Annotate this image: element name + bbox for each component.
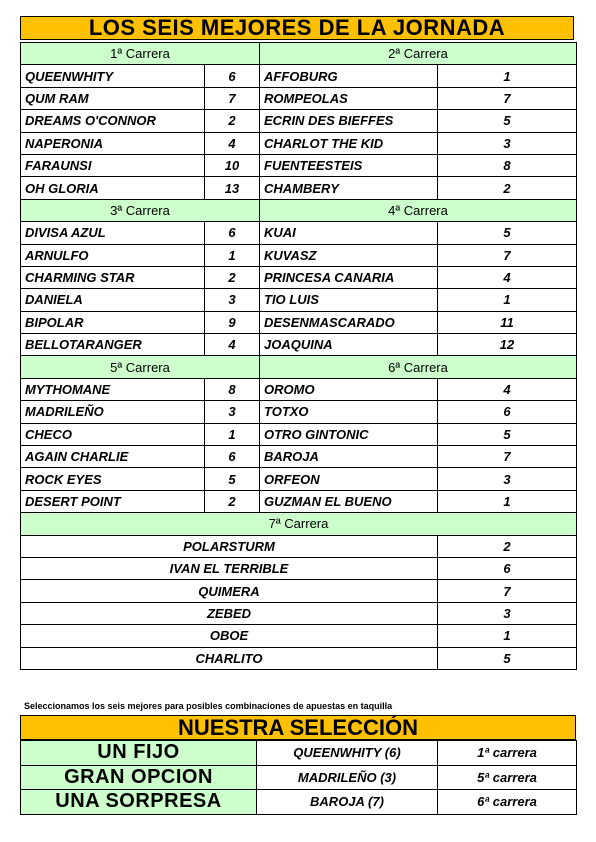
horse-name: ROCK EYES: [21, 468, 205, 490]
horse-number: 2: [438, 535, 577, 557]
horse-name: TIO LUIS: [260, 289, 438, 311]
table-row: [21, 378, 577, 400]
horse-name: MADRILEÑO: [21, 401, 205, 423]
race-header-row: [21, 513, 577, 535]
horse-name: NAPERONIA: [21, 132, 205, 154]
horse-name: ZEBED: [21, 602, 438, 624]
horse-name: ARNULFO: [21, 244, 205, 266]
horse-number: 3: [438, 602, 577, 624]
horse-name: CHECO: [21, 423, 205, 445]
horse-number: 10: [205, 154, 260, 176]
horse-name: DIVISA AZUL: [21, 222, 205, 244]
selection-row: [21, 741, 577, 766]
table-row: [21, 244, 577, 266]
horse-number: 1: [438, 289, 577, 311]
race-header: 2ª Carrera: [260, 43, 577, 65]
horse-number: 3: [205, 401, 260, 423]
horse-number: 2: [205, 266, 260, 288]
race-header: 4ª Carrera: [260, 199, 577, 221]
horse-name: OBOE: [21, 625, 438, 647]
selection-label: UN FIJO: [21, 741, 257, 766]
horse-name: QUM RAM: [21, 87, 205, 109]
horse-name: DANIELA: [21, 289, 205, 311]
table-row: [21, 580, 577, 602]
horse-number: 8: [438, 154, 577, 176]
horse-name: PRINCESA CANARIA: [260, 266, 438, 288]
race-header-row: [21, 43, 577, 65]
selection-pick: MADRILEÑO (3): [257, 765, 438, 790]
horse-number: 2: [205, 110, 260, 132]
race-header-row: [21, 199, 577, 221]
table-row: [21, 557, 577, 579]
table-row: [21, 311, 577, 333]
table-row: [21, 65, 577, 87]
selection-pick: QUEENWHITY (6): [257, 741, 438, 766]
selection-row: [21, 790, 577, 815]
horse-name: AFFOBURG: [260, 65, 438, 87]
horse-name: CHAMBERY: [260, 177, 438, 199]
table-row: [21, 468, 577, 490]
horse-name: ORFEON: [260, 468, 438, 490]
horse-name: POLARSTURM: [21, 535, 438, 557]
table-row: [21, 647, 577, 669]
table-row: [21, 535, 577, 557]
horse-number: 5: [205, 468, 260, 490]
table-row: [21, 289, 577, 311]
horse-name: CHARMING STAR: [21, 266, 205, 288]
horse-name: QUEENWHITY: [21, 65, 205, 87]
horse-number: 1: [438, 65, 577, 87]
table-row: [21, 222, 577, 244]
race-header: 7ª Carrera: [21, 513, 577, 535]
horse-name: CHARLITO: [21, 647, 438, 669]
horse-number: 7: [438, 87, 577, 109]
table-row: [21, 446, 577, 468]
race-header: 6ª Carrera: [260, 356, 577, 378]
table-row: [21, 132, 577, 154]
horse-name: BELLOTARANGER: [21, 334, 205, 356]
horse-name: MYTHOMANE: [21, 378, 205, 400]
horse-number: 4: [438, 266, 577, 288]
horse-number: 9: [205, 311, 260, 333]
race-header-row: [21, 356, 577, 378]
horse-number: 6: [205, 446, 260, 468]
table-row: [21, 602, 577, 624]
table-row: [21, 334, 577, 356]
horse-number: 1: [205, 423, 260, 445]
horse-number: 5: [438, 423, 577, 445]
horse-name: CHARLOT THE KID: [260, 132, 438, 154]
horse-number: 3: [438, 468, 577, 490]
selection-race: 6ª carrera: [438, 790, 577, 815]
page-title: LOS SEIS MEJORES DE LA JORNADA: [20, 16, 574, 40]
horse-number: 5: [438, 647, 577, 669]
table-row: [21, 87, 577, 109]
horse-name: DESENMASCARADO: [260, 311, 438, 333]
selection-race: 5ª carrera: [438, 765, 577, 790]
horse-name: OROMO: [260, 378, 438, 400]
selection-title: NUESTRA SELECCIÓN: [20, 715, 576, 740]
horse-name: BAROJA: [260, 446, 438, 468]
horse-name: GUZMAN EL BUENO: [260, 490, 438, 512]
table-row: [21, 625, 577, 647]
horse-name: FUENTEESTEIS: [260, 154, 438, 176]
table-row: [21, 110, 577, 132]
selection-label: GRAN OPCION: [21, 765, 257, 790]
races-table: [20, 42, 577, 670]
horse-number: 8: [205, 378, 260, 400]
horse-number: 3: [205, 289, 260, 311]
horse-name: AGAIN CHARLIE: [21, 446, 205, 468]
horse-number: 2: [205, 490, 260, 512]
selection-pick: BAROJA (7): [257, 790, 438, 815]
horse-number: 3: [438, 132, 577, 154]
horse-number: 11: [438, 311, 577, 333]
horse-name: ROMPEOLAS: [260, 87, 438, 109]
horse-number: 2: [438, 177, 577, 199]
horse-number: 4: [205, 132, 260, 154]
horse-number: 7: [438, 446, 577, 468]
selection-label: UNA SORPRESA: [21, 790, 257, 815]
horse-number: 4: [438, 378, 577, 400]
horse-name: KUAI: [260, 222, 438, 244]
horse-name: DESERT POINT: [21, 490, 205, 512]
horse-number: 13: [205, 177, 260, 199]
table-row: [21, 401, 577, 423]
race-header: 1ª Carrera: [21, 43, 260, 65]
table-row: [21, 154, 577, 176]
horse-number: 6: [438, 401, 577, 423]
horse-number: 12: [438, 334, 577, 356]
horse-number: 4: [205, 334, 260, 356]
selection-race: 1ª carrera: [438, 741, 577, 766]
horse-name: IVAN EL TERRIBLE: [21, 557, 438, 579]
horse-name: JOAQUINA: [260, 334, 438, 356]
horse-number: 1: [438, 490, 577, 512]
selection-note: Seleccionamos los seis mejores para posibles combinaciones de apuestas en taquilla: [24, 701, 393, 711]
horse-name: QUIMERA: [21, 580, 438, 602]
table-row: [21, 490, 577, 512]
horse-name: BIPOLAR: [21, 311, 205, 333]
horse-name: FARAUNSI: [21, 154, 205, 176]
table-row: [21, 177, 577, 199]
horse-name: KUVASZ: [260, 244, 438, 266]
horse-name: OTRO GINTONIC: [260, 423, 438, 445]
horse-name: DREAMS O'CONNOR: [21, 110, 205, 132]
horse-name: ECRIN DES BIEFFES: [260, 110, 438, 132]
race-header: 3ª Carrera: [21, 199, 260, 221]
table-row: [21, 266, 577, 288]
horse-number: 5: [438, 110, 577, 132]
horse-number: 1: [205, 244, 260, 266]
horse-name: TOTXO: [260, 401, 438, 423]
horse-number: 6: [205, 222, 260, 244]
horse-number: 6: [205, 65, 260, 87]
horse-number: 7: [438, 580, 577, 602]
selection-row: [21, 765, 577, 790]
horse-number: 6: [438, 557, 577, 579]
horse-number: 7: [438, 244, 577, 266]
table-row: [21, 423, 577, 445]
horse-name: OH GLORIA: [21, 177, 205, 199]
selection-table: [20, 740, 577, 815]
horse-number: 5: [438, 222, 577, 244]
horse-number: 7: [205, 87, 260, 109]
horse-number: 1: [438, 625, 577, 647]
race-header: 5ª Carrera: [21, 356, 260, 378]
